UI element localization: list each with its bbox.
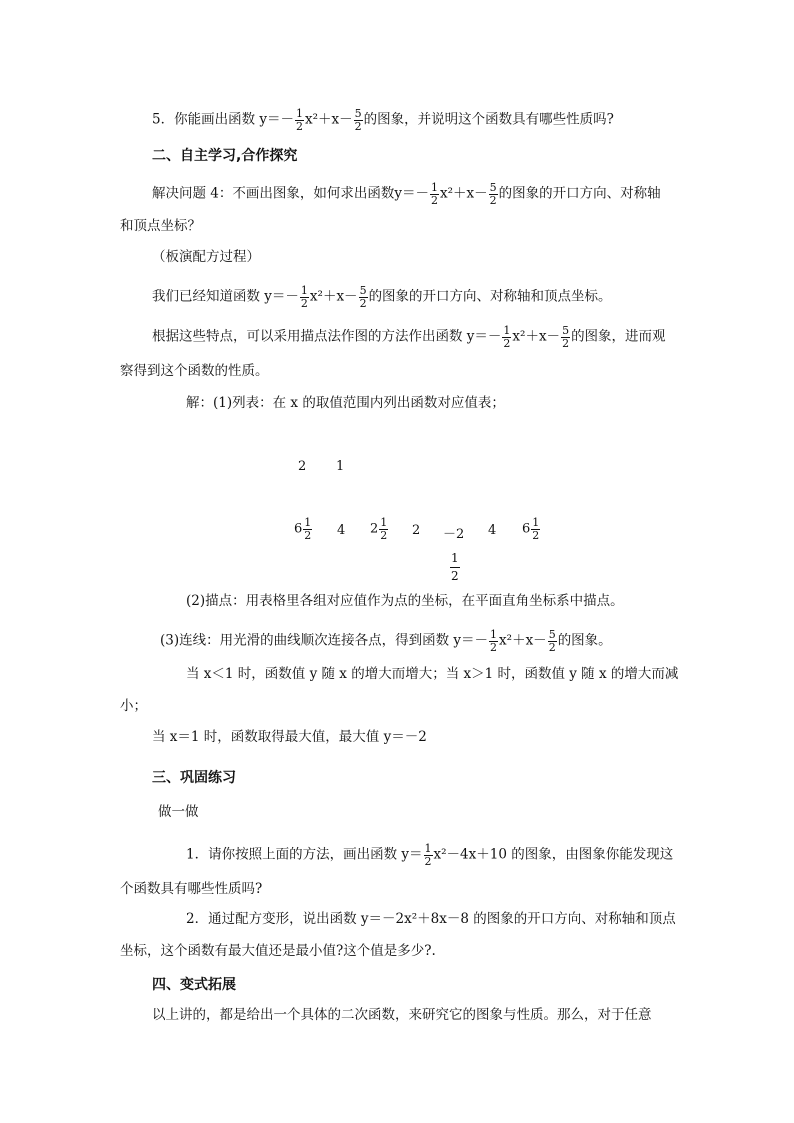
property-2: 当 x＝1 时，函数取得最大值，最大值 y＝－2 — [152, 729, 427, 745]
question-4-suffix: 的图象的开口方向、对称轴 — [498, 185, 661, 202]
section-3-heading: 三、巩固练习 — [152, 770, 236, 786]
property-1: 当 x＜1 时，函数值 y 随 x 的增大而增大；当 x＞1 时，函数值 y 随 x 的增大而减 — [186, 666, 679, 682]
fraction: $\frac{1}{2}$ — [490, 628, 498, 654]
fraction: $\frac{1}{2}$ — [503, 324, 511, 350]
exercise-1-line2: 个函数具有哪些性质吗? — [120, 881, 263, 897]
table-cell: －2 — [443, 527, 465, 542]
fraction: $\frac{1}{2}$ — [304, 516, 312, 542]
fraction: $\frac{1}{2}$ — [296, 107, 304, 133]
step-3-prefix: (3)连线：用光滑的曲线顺次连接各点，得到函数 y＝－ — [160, 632, 489, 649]
table-cell: 2 $\frac{1}{2}$ — [370, 516, 388, 542]
problem-5-mid: x²＋x－ — [305, 111, 353, 128]
based-mid: x²＋x－ — [512, 328, 561, 345]
known-prefix: 我们已经知道函数 y＝－ — [152, 288, 299, 305]
step-3-suffix: 的图象。 — [557, 632, 612, 649]
table-cell: 6 $\frac{1}{2}$ — [294, 516, 312, 542]
step-3-mid: x²＋x－ — [499, 632, 547, 649]
fraction: $\frac{5}{2}$ — [562, 324, 570, 350]
table-cell — [449, 550, 461, 585]
exercise-2: 2．通过配方变形，说出函数 y＝－2x²＋8x－8 的图象的开口方向、对称轴和顶点 — [186, 911, 676, 927]
table-cell: 4 — [337, 523, 346, 538]
exercise-1-prefix: 1．请你按照上面的方法，画出函数 y＝ — [186, 846, 423, 863]
based-line2: 察得到这个函数的性质。 — [120, 363, 269, 379]
property-1-line2: 小； — [120, 698, 147, 714]
try-label: 做一做 — [158, 804, 199, 820]
question-4-prefix: 解决问题 4：不画出图象，如何求出函数y＝－ — [152, 185, 430, 202]
solution-step-2: (2)描点：用表格里各组对应值作为点的坐标，在平面直角坐标系中描点。 — [186, 593, 624, 609]
fraction: $\frac{1}{2}$ — [451, 551, 459, 583]
fraction: $\frac{5}{2}$ — [489, 181, 497, 207]
based-prefix: 根据这些特点，可以采用描点法作图的方法作出函数 y＝－ — [152, 328, 502, 345]
table-cell: 2 — [298, 459, 307, 474]
board-note: （板演配方过程） — [152, 249, 260, 265]
fraction: $\frac{1}{2}$ — [424, 842, 432, 868]
question-4 — [152, 182, 661, 206]
section-2-heading: 二、自主学习,合作探究 — [152, 148, 298, 164]
fraction: $\frac{1}{2}$ — [380, 516, 388, 542]
known-statement — [152, 285, 612, 309]
exercise-2-line2: 坐标，这个函数有最大值还是最小值?这个值是多少?. — [120, 943, 436, 959]
question-4-line2: 和顶点坐标？ — [120, 218, 201, 234]
solution-step-1: 解：(1)列表：在 x 的取值范围内列出函数对应值表； — [186, 395, 505, 411]
fraction: $\frac{5}{2}$ — [548, 628, 556, 654]
table-cell: 1 — [336, 459, 345, 474]
fraction: $\frac{5}{2}$ — [354, 107, 362, 133]
known-suffix: 的图象的开口方向、对称轴和顶点坐标。 — [368, 288, 612, 305]
section-4-heading: 四、变式拓展 — [152, 977, 236, 993]
exercise-1 — [186, 843, 673, 867]
based-suffix: 的图象，进而观 — [571, 328, 666, 345]
fraction: $\frac{5}{2}$ — [359, 284, 367, 310]
fraction: $\frac{1}{2}$ — [532, 516, 540, 542]
exercise-1-suffix: x²－4x＋10 的图象，由图象你能发现这 — [433, 846, 674, 863]
table-cell: 4 — [488, 523, 497, 538]
problem-5-suffix: 的图象，并说明这个函数具有哪些性质吗? — [363, 111, 614, 128]
closing-paragraph: 以上讲的，都是给出一个具体的二次函数，来研究它的图象与性质。那么，对于任意 — [152, 1007, 652, 1023]
table-cell: 2 — [412, 523, 421, 538]
table-cell: 6 $\frac{1}{2}$ — [522, 516, 540, 542]
known-mid: x²＋x－ — [309, 288, 358, 305]
solution-step-3 — [160, 629, 612, 653]
fraction: $\frac{1}{2}$ — [431, 181, 439, 207]
problem-5 — [152, 108, 614, 132]
question-4-mid: x²＋x－ — [440, 185, 488, 202]
fraction: $\frac{1}{2}$ — [300, 284, 308, 310]
based-statement — [152, 325, 666, 349]
problem-5-prefix: 5．你能画出函数 y＝－ — [152, 111, 295, 128]
